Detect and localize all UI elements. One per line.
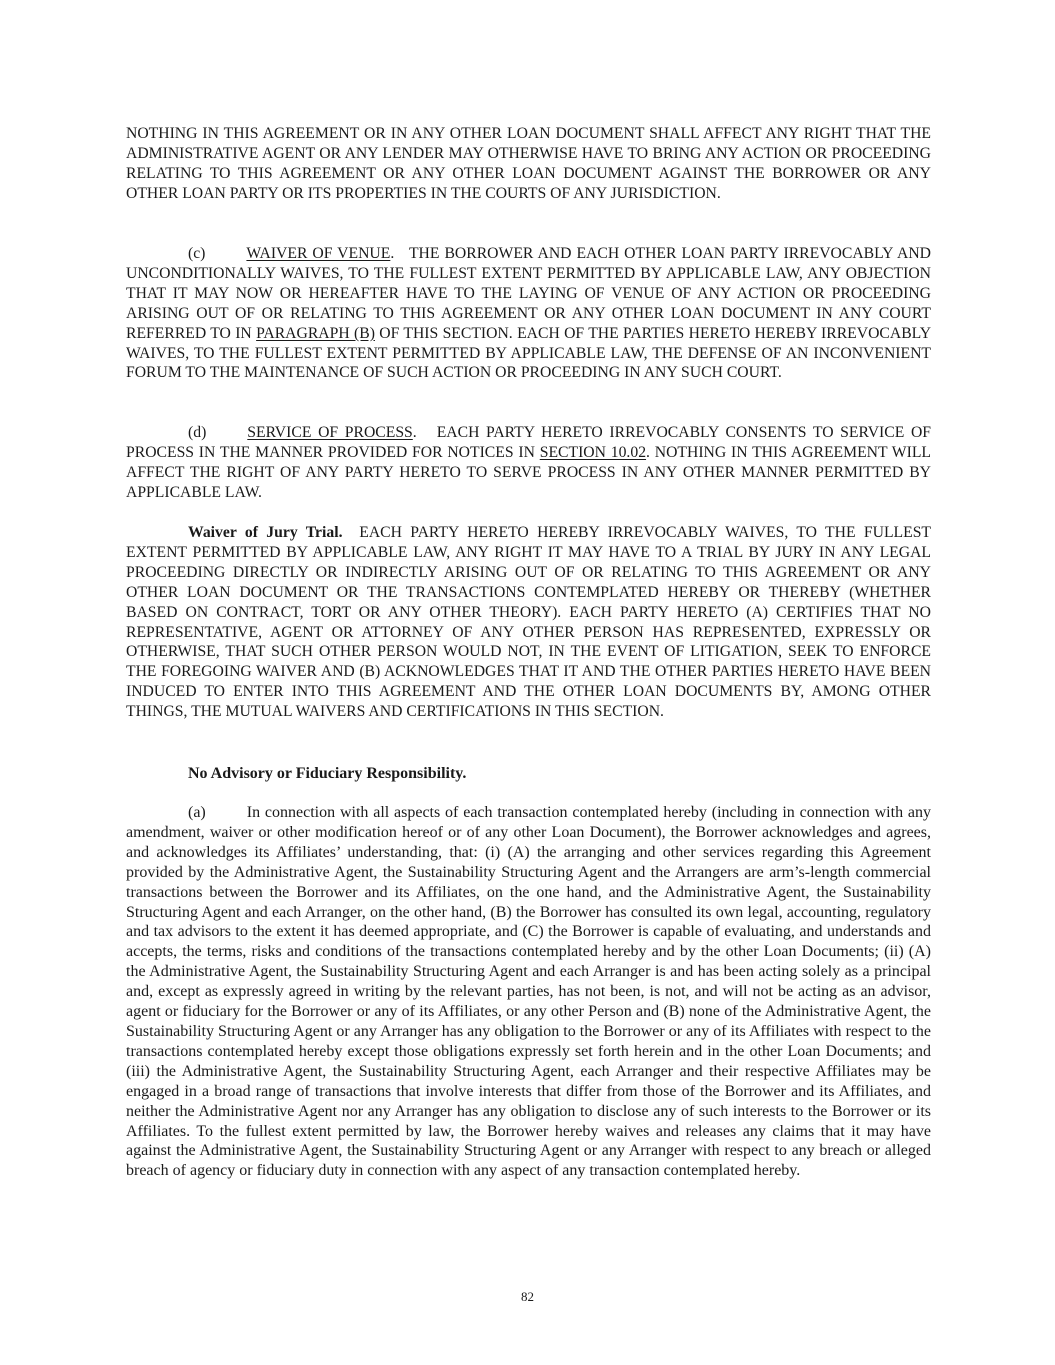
service-text-1: EACH PARTY HERETO IRREVOCABLY CONSENTS TO SERVICE OF PROCESS IN THE MANNER PROVIDED FOR NOTICES IN xyxy=(126,424,932,461)
paragraph-b-link[interactable]: PARAGRAPH (B) xyxy=(256,324,375,342)
venue-text-2: OF THIS SECTION. EACH OF THE PARTIES HERETO HEREBY IRREVOCABLY WAIVES, TO THE FULLEST EXTENT PERMITTED BY APPLICABLE LAW, THE DEFENSE OF AN INCONVENIENT FORUM TO THE MAINTENANCE OF SUCH ACTION OR PROCEEDING IN ANY SUCH COURT. xyxy=(126,324,932,382)
jury-text: EACH PARTY HERETO HEREBY IRREVOCABLY WAIVES, TO THE FULLEST EXTENT PERMITTED BY APPLICABLE LAW, ANY RIGHT IT MAY HAVE TO A TRIAL BY JURY IN ANY LEGAL PROCEEDING DIRECTLY OR INDIRECTLY ARISING OUT OF OR RELATING TO THIS AGREEMENT OR ANY OTHER LOAN DOCUMENT OR THE TRANSACTIONS CONTEMPLATED HEREBY OR THEREBY (WHETHER BASED ON CONTRACT, TORT OR ANY OTHER THEORY). EACH PARTY HERETO (A) CERTIFIES THAT NO REPRESENTATIVE, AGENT OR ATTORNEY OF ANY OTHER PERSON HAS REPRESENTED, EXPRESSLY OR OTHERWISE, THAT SUCH OTHER PERSON WOULD NOT, IN THE EVENT OF LITIGATION, SEEK TO ENFORCE THE FOREGOING WAIVER AND (B) ACKNOWLEDGES THAT IT AND THE OTHER PARTIES HERETO HAVE BEEN INDUCED TO ENTER INTO THIS AGREEMENT AND THE OTHER LOAN DOCUMENTS BY, AMONG OTHER THINGS, THE MUTUAL WAIVERS AND CERTIFICATIONS IN THIS SECTION. xyxy=(126,524,931,721)
jury-heading: Waiver of Jury Trial. xyxy=(188,524,343,541)
jurisdiction-paragraph xyxy=(126,124,931,204)
advisory-paragraph xyxy=(126,803,931,1181)
page-number: 82 xyxy=(521,1289,534,1304)
venue-heading-punct: . xyxy=(390,245,395,262)
jurisdiction-text: NOTHING IN THIS AGREEMENT OR IN ANY OTHER LOAN DOCUMENT SHALL AFFECT ANY RIGHT THAT THE ADMINISTRATIVE AGENT OR ANY LENDER MAY OTHERWISE HAVE TO BRING ANY ACTION OR PROCEEDING RELATING TO THIS AGREEMENT OR ANY OTHER LOAN DOCUMENT AGAINST THE BORROWER OR ANY OTHER LOAN PARTY OR ITS PROPERTIES IN THE COURTS OF ANY JURISDICTION. xyxy=(126,125,931,202)
venue-text-1: THE BORROWER AND EACH OTHER LOAN PARTY IRREVOCABLY AND UNCONDITIONALLY WAIVES, TO THE FULLEST EXTENT PERMITTED BY APPLICABLE LAW, ANY OBJECTION THAT IT MAY NOW OR HEREAFTER HAVE TO THE LAYING OF VENUE OF ANY ACTION OR PROCEEDING ARISING OUT OF OR RELATING TO THIS AGREEMENT OR ANY OTHER LOAN DOCUMENT IN ANY COURT REFERRED TO IN xyxy=(126,245,931,342)
service-label: (d) xyxy=(188,424,207,441)
venue-heading: WAIVER OF VENUE xyxy=(246,245,391,262)
advisory-label: (a) xyxy=(188,804,206,821)
service-of-process-paragraph xyxy=(126,423,931,503)
advisory-heading-paragraph xyxy=(126,764,931,784)
service-text-2: . NOTHING IN THIS AGREEMENT WILL AFFECT THE RIGHT OF ANY PARTY HERETO TO SERVE PROCESS IN ANY OTHER MANNER PERMITTED BY APPLICABLE LAW. xyxy=(126,443,931,501)
advisory-text: In connection with all aspects of each transaction contemplated hereby (including in connection with any amendment, waiver or other modification hereof or of any other Loan Document), the Borrower acknowledges and agrees, and acknowledges its Affiliates’ understanding, that: (i) (A) the arranging and other services regarding this Agreement provided by the Administrative Agent, the Sustainability Structuring Agent and the Arrangers are arm’s-length commercial transactions between the Borrower and its Affiliates, on the one hand, and the Administrative Agent, the Sustainability Structuring Agent and each Arranger, on the other hand, (B) the Borrower has consulted its own legal, accounting, regulatory and tax advisors to the extent it has deemed appropriate, and (C) the Borrower is capable of evaluating, and understands and accepts, the terms, risks and conditions of the transactions contemplated hereby and by the other Loan Documents; (ii) (A) the Administrative Agent, the Sustainability Structuring Agent and each Arranger is and has been acting solely as a principal and, except as expressly agreed in writing by the relevant parties, has not been, is not, and will not be acting as an advisor, agent or fiduciary for the Borrower or any of its Affiliates, or any other Person and (B) none of the Administrative Agent, the Sustainability Structuring Agent or any Arranger has any obligation to the Borrower or any of its Affiliates with respect to the transactions contemplated hereby except those obligations expressly set forth herein and in the other Loan Documents; and (iii) the Administrative Agent, the Sustainability Structuring Agent, each Arranger and their respective Affiliates may be engaged in a broad range of transactions that involve interests that differ from those of the Borrower and its Affiliates, and neither the Administrative Agent nor any Arranger has any obligation to disclose any of such interests to the Borrower or its Affiliates. To the fullest extent permitted by law, the Borrower hereby waives and releases any claims that it may have against the Administrative Agent, the Sustainability Structuring Agent or any Arranger with respect to any breach or alleged breach of agency or fiduciary duty in connection with any aspect of any transaction contemplated hereby. xyxy=(126,804,931,1180)
advisory-heading: No Advisory or Fiduciary Responsibility. xyxy=(188,765,467,782)
waiver-of-venue-paragraph xyxy=(126,244,931,383)
service-heading: SERVICE OF PROCESS xyxy=(247,424,413,441)
waiver-of-jury-trial-paragraph xyxy=(126,523,931,722)
venue-label: (c) xyxy=(188,245,206,262)
section-10-02-link[interactable]: SECTION 10.02 xyxy=(539,443,647,461)
service-heading-punct: . xyxy=(412,424,417,441)
